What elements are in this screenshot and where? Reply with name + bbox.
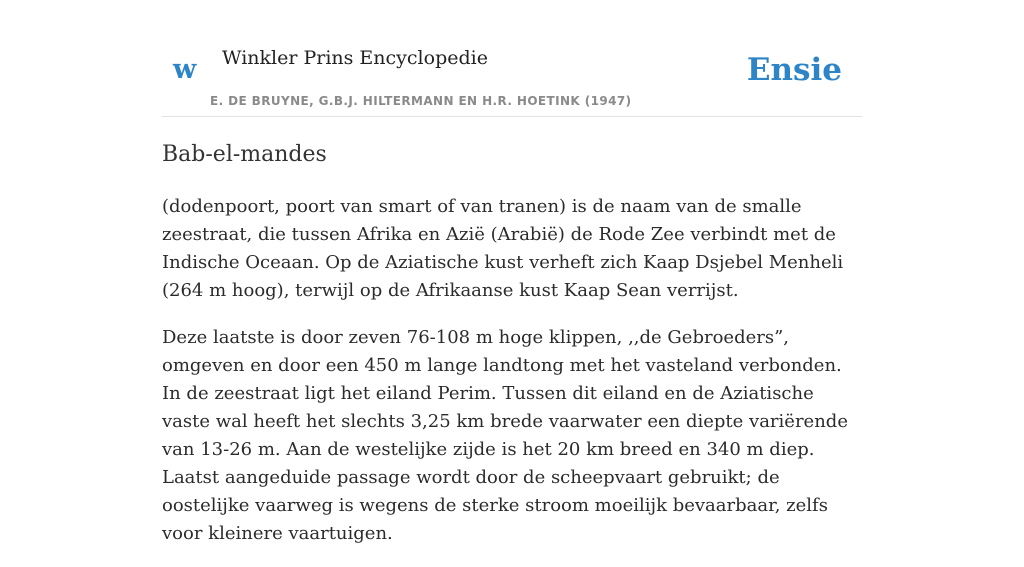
site-header: [162, 0, 862, 117]
ensie-logo[interactable]: Ensie: [746, 52, 842, 88]
publication-title[interactable]: Winkler Prins Encyclopedie: [222, 47, 488, 69]
article-title: Bab-el-mandes: [162, 142, 327, 167]
article-body: [162, 193, 862, 567]
article-paragraph-1: (dodenpoort, poort van smart of van tranen) is de naam van de smalle zeestraat, die tussen Afrika en Azië (Arabië) de Rode Zee verbindt met de Indische Oceaan. Op de Aziatische kust verheft zich Kaap Dsjebel Menheli (264 m hoog), terwijl op de Afrikaanse kust Kaap Sean verrijst.: [162, 196, 844, 301]
publication-authors: E. DE BRUYNE, G.B.J. HILTERMANN EN H.R. HOETINK (1947): [210, 94, 632, 108]
winkler-prins-logo[interactable]: w: [173, 54, 197, 85]
article-paragraph-2: Deze laatste is door zeven 76-108 m hoge klippen, ,,de Gebroeders”, omgeven en door een 450 m lange landtong met het vasteland verbonden. In de zeestraat ligt het eiland Perim. Tussen dit eiland en de Aziatische vaste wal heeft het slechts 3,25 km brede vaarwater een diepte variërende van 13-26 m. Aan de westelijke zijde is het 20 km breed en 340 m diep. Laatst aangeduide passage wordt door de scheepvaart gebruikt; de oostelijke vaarweg is wegens de sterke stroom moeilijk bevaarbaar, zelfs voor kleinere vaartuigen.: [162, 327, 848, 544]
